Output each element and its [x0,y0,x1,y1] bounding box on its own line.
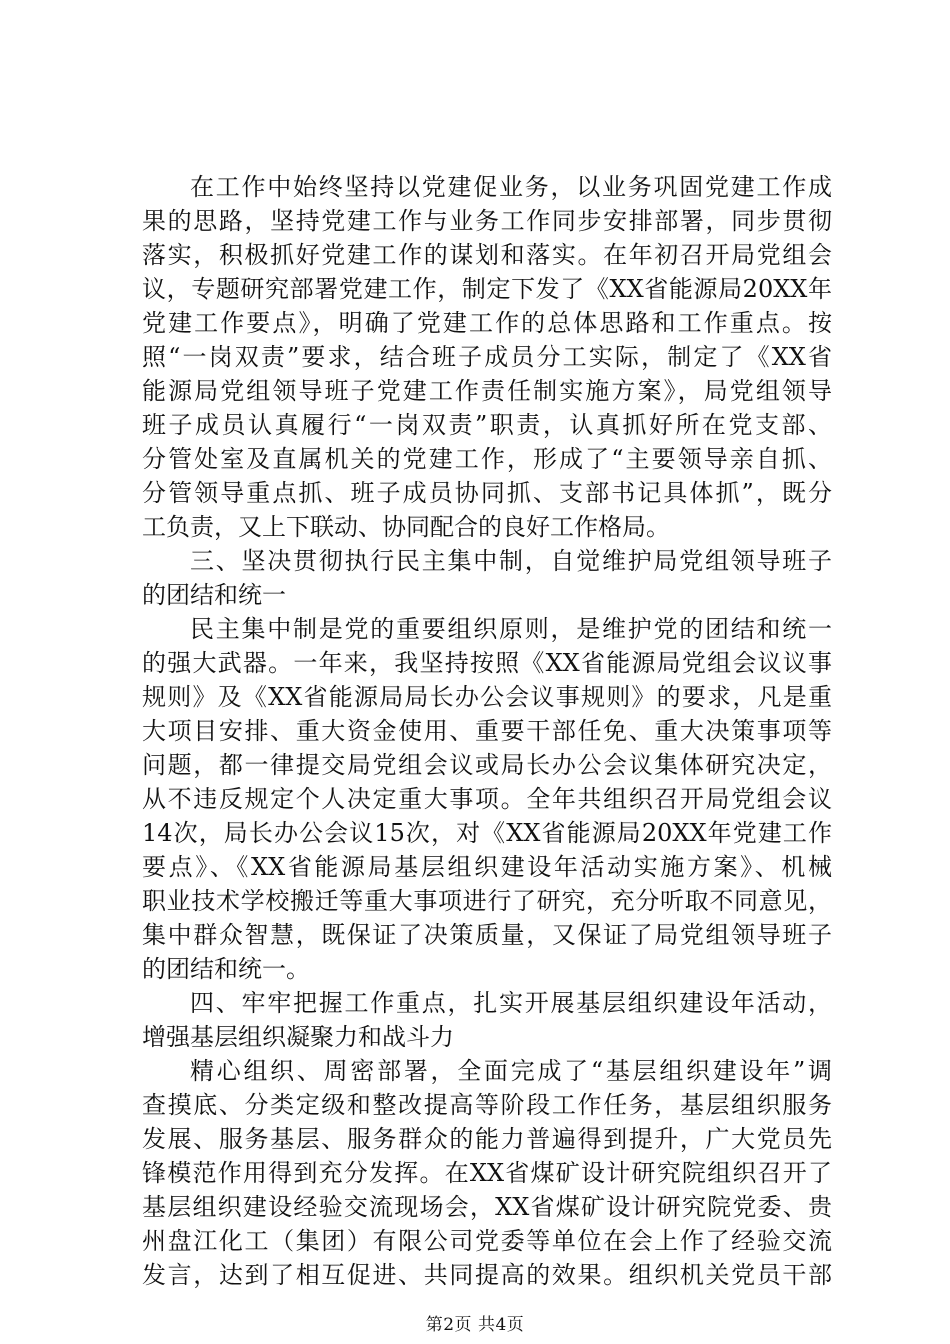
text-line: 集中群众智慧，既保证了决策质量，又保证了局党组领导班子 [142,921,832,949]
text-line: 基层组织建设经验交流现场会，XX省煤矿设计研究院党委、贵 [142,1193,832,1221]
section-heading-line: 三、坚决贯彻执行民主集中制，自觉维护局党组领导班子 [190,547,832,575]
text-line: 的强大武器。一年来，我坚持按照《XX省能源局党组会议议事 [142,649,832,677]
text-line: 分管处室及直属机关的党建工作，形成了“主要领导亲自抓、 [142,445,832,473]
text-line: 发言，达到了相互促进、共同提高的效果。组织机关党员干部 [142,1261,832,1289]
text-line: 工负责，又上下联动、协同配合的良好工作格局。 [142,513,670,541]
text-line: 州盘江化工（集团）有限公司党委等单位在会上作了经验交流 [142,1227,832,1255]
section-heading-line: 增强基层组织凝聚力和战斗力 [142,1023,454,1051]
text-line: 从不违反规定个人决定重大事项。全年共组织召开局党组会议 [142,785,832,813]
text-line: 班子成员认真履行“一岗双责”职责，认真抓好所在党支部、 [142,411,832,439]
text-line: 精心组织、周密部署，全面完成了“基层组织建设年”调 [190,1057,832,1085]
text-line: 要点》、《XX省能源局基层组织建设年活动实施方案》、机械 [142,853,832,881]
text-line: 发展、服务基层、服务群众的能力普遍得到提升，广大党员先 [142,1125,832,1153]
text-line: 议，专题研究部署党建工作，制定下发了《XX省能源局20XX年 [142,275,832,303]
page-number-footer: 第2页 共4页 [425,1315,525,1335]
text-line: 党建工作要点》，明确了党建工作的总体思路和工作重点。按 [142,309,832,337]
text-line: 的团结和统一。 [142,955,310,983]
text-line: 果的思路，坚持党建工作与业务工作同步安排部署，同步贯彻 [142,207,832,235]
text-line: 14次，局长办公会议15次，对《XX省能源局20XX年党建工作 [142,819,832,847]
text-line: 查摸底、分类定级和整改提高等阶段工作任务，基层组织服务 [142,1091,832,1119]
text-line: 问题，都一律提交局党组会议或局长办公会议集体研究决定， [142,751,832,779]
section-heading-line: 的团结和统一 [142,581,286,609]
text-line: 在工作中始终坚持以党建促业务，以业务巩固党建工作成 [190,173,832,201]
text-line: 能源局党组领导班子党建工作责任制实施方案》，局党组领导 [142,377,832,405]
section-heading-line: 四、牢牢把握工作重点，扎实开展基层组织建设年活动， [190,989,832,1017]
text-line: 大项目安排、重大资金使用、重要干部任免、重大决策事项等 [142,717,832,745]
text-line: 分管领导重点抓、班子成员协同抓、支部书记具体抓”，既分 [142,479,832,507]
text-line: 落实，积极抓好党建工作的谋划和落实。在年初召开局党组会 [142,241,832,269]
text-line: 职业技术学校搬迁等重大事项进行了研究，充分听取不同意见， [142,887,832,915]
text-line: 照“一岗双责”要求，结合班子成员分工实际，制定了《XX省 [142,343,832,371]
text-line: 规则》及《XX省能源局局长办公会议事规则》的要求，凡是重 [142,683,832,711]
text-line: 民主集中制是党的重要组织原则，是维护党的团结和统一 [190,615,832,643]
text-line: 锋模范作用得到充分发挥。在XX省煤矿设计研究院组织召开了 [142,1159,832,1187]
